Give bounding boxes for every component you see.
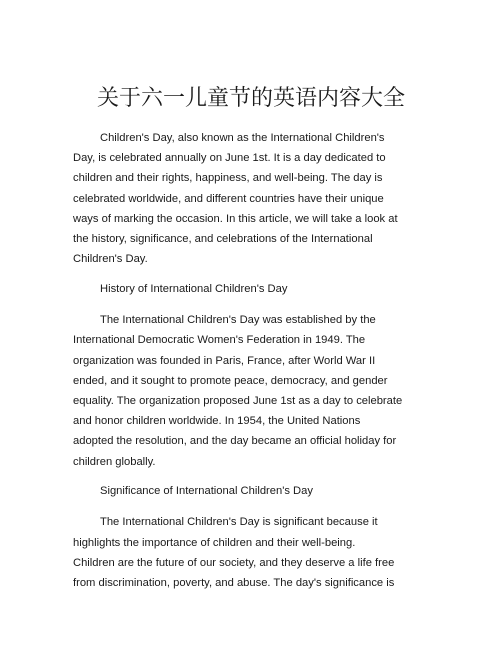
heading-significance: Significance of International Children's Day	[100, 485, 313, 498]
paragraph-significance: The International Children's Day is significant because it highlights the importance of children and their well-being. Children are the future of our society, and they deserve a life free from discrimination, poverty, and abuse. The day's significance is	[73, 516, 395, 590]
document-title: 关于六一儿童节的英语内容大全	[96, 86, 405, 111]
document-body	[73, 128, 433, 603]
heading-history: History of International Children's Day	[100, 282, 288, 295]
paragraph-history: The International Children's Day was established by the International Democratic Women's Federation in 1949. The organization was founded in Paris, France, after World War II ended, and it sought to promote peace, democracy, and gender equality. The organization proposed June 1st as a day to celebrate and honor children worldwide. In 1954, the United Nations adopted the resolution, and the day became an official holiday for children globally.	[73, 314, 403, 468]
paragraph-intro: Children's Day, also known as the International Children's Day, is celebrated annually on June 1st. It is a day dedicated to children and their rights, happiness, and well-being. The day is celebrated worldwide, and different countries have their unique ways of marking the occasion. In this article, we will take a look at the history, significance, and celebrations of the International Children's Day.	[73, 132, 398, 266]
